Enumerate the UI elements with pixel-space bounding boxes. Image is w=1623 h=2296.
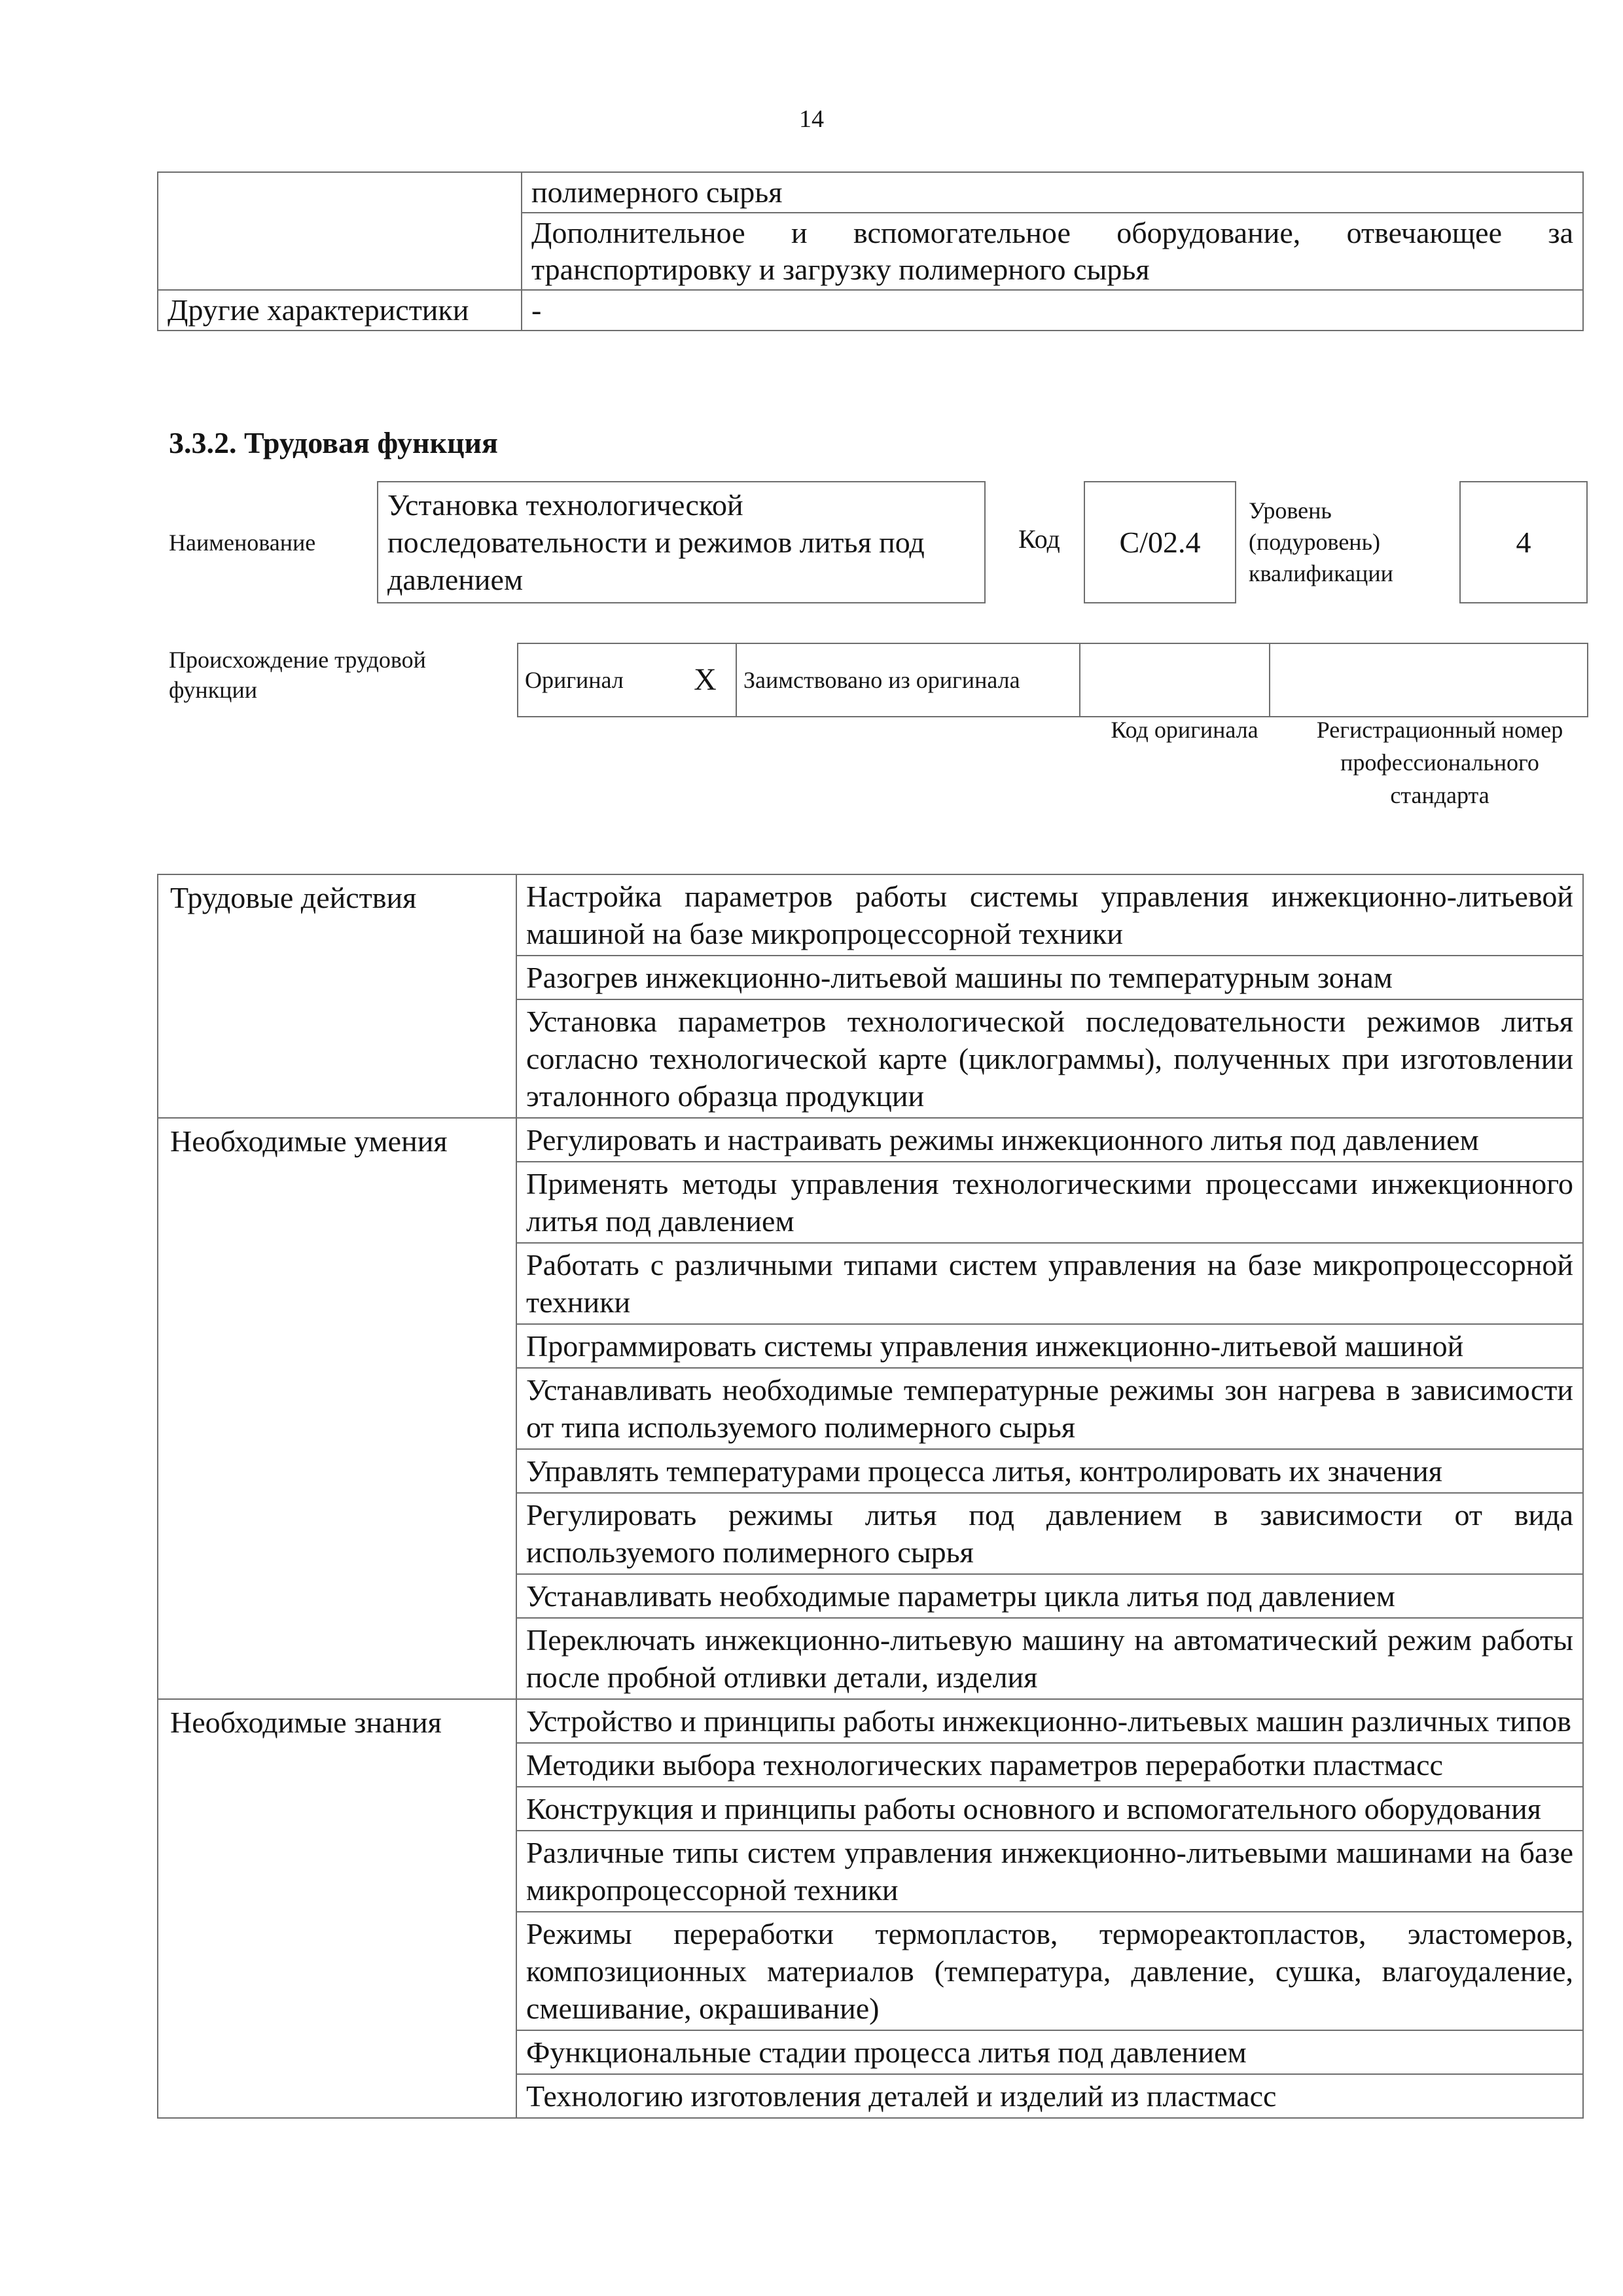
list-item: Методики выбора технологических параметров переработки пластмасс — [516, 1743, 1583, 1787]
section-heading-actions: Трудовые действия — [158, 874, 516, 1118]
table-row — [518, 643, 1588, 717]
table-row — [158, 290, 1583, 331]
code-original-cell — [1080, 643, 1270, 717]
name-label: Наименование — [169, 529, 316, 556]
function-code-value: C/02.4 — [1119, 526, 1201, 559]
table-cell-value: Дополнительное и вспомогательное оборудование, отвечающее за транспортировку и загрузку полимерного сырья — [522, 213, 1583, 290]
code-label: Код — [1018, 524, 1060, 554]
list-item: Разогрев инжекционно-литьевой машины по температурным зонам — [516, 956, 1583, 999]
borrowed-label: Заимствовано из оригинала — [736, 643, 1080, 717]
function-code-box — [1084, 481, 1236, 603]
list-item: Программировать системы управления инжекционно-литьевой машиной — [516, 1324, 1583, 1368]
code-original-caption: Код оригинала — [1111, 717, 1258, 743]
level-label: Уровень (подуровень) квалификации — [1249, 497, 1393, 586]
list-item: Применять методы управления технологическими процессами инжекционного литья под давлением — [516, 1162, 1583, 1243]
list-item: Настройка параметров работы системы управления инжекционно-литьевой машиной на базе микропроцессорной техники — [516, 874, 1583, 956]
table-cell-label — [158, 172, 522, 290]
list-item: Режимы переработки термопластов, термореактопластов, эластомеров, композиционных материалов (температура, давление, сушка, влагоудаление, смешивание, окрашивание) — [516, 1912, 1583, 2030]
list-item: Устройство и принципы работы инжекционно-литьевых машин различных типов — [516, 1699, 1583, 1743]
level-value: 4 — [1516, 526, 1531, 559]
original-mark: X — [675, 643, 736, 717]
function-name-box — [377, 481, 986, 603]
section-heading-skills: Необходимые умения — [158, 1118, 516, 1699]
list-item: Переключать инжекционно-литьевую машину на автоматический режим работы после пробной отливки детали, изделия — [516, 1618, 1583, 1699]
list-item: Регулировать режимы литья под давлением в зависимости от вида используемого полимерного сырья — [516, 1493, 1583, 1574]
table-row — [158, 1118, 1583, 1162]
list-item: Управлять температурами процесса литья, контролировать их значения — [516, 1449, 1583, 1493]
section-heading-knowledge: Необходимые знания — [158, 1699, 516, 2118]
reg-number-cell — [1270, 643, 1588, 717]
function-name-value: Установка технологической последовательности и режимов литья под давлением — [387, 488, 925, 596]
list-item: Различные типы систем управления инжекционно-литьевыми машинами на базе микропроцессорной техники — [516, 1831, 1583, 1912]
table-cell-label: Другие характеристики — [158, 290, 522, 331]
list-item: Регулировать и настраивать режимы инжекционного литья под давлением — [516, 1118, 1583, 1162]
list-item: Конструкция и принципы работы основного и вспомогательного оборудования — [516, 1787, 1583, 1831]
page-number: 14 — [799, 105, 824, 133]
list-item: Установка параметров технологической последовательности режимов литья согласно технологической карте (циклограммы), полученных при изготовлении эталонного образца продукции — [516, 999, 1583, 1118]
reg-number-caption: Регистрационный номер профессионального стандарта — [1316, 717, 1563, 808]
list-item: Функциональные стадии процесса литья под давлением — [516, 2030, 1583, 2074]
table-row — [158, 874, 1583, 956]
level-box — [1459, 481, 1588, 603]
table-row — [158, 172, 1583, 213]
section-title: 3.3.2. Трудовая функция — [169, 426, 498, 459]
table-cell-value: полимерного сырья — [522, 172, 1583, 213]
list-item: Устанавливать необходимые параметры цикла литья под давлением — [516, 1574, 1583, 1618]
competency-table — [157, 874, 1584, 2119]
table-cell-value: - — [522, 290, 1583, 331]
list-item: Технологию изготовления деталей и изделий из пластмасс — [516, 2074, 1583, 2118]
original-label: Оригинал — [518, 643, 675, 717]
list-item: Устанавливать необходимые температурные режимы зон нагрева в зависимости от типа используемого полимерного сырья — [516, 1368, 1583, 1449]
continuation-table — [157, 171, 1584, 331]
origin-label: Происхождение трудовой функции — [169, 647, 426, 703]
table-row — [158, 1699, 1583, 1743]
list-item: Работать с различными типами систем управления на базе микропроцессорной техники — [516, 1243, 1583, 1324]
origin-table — [517, 643, 1588, 717]
